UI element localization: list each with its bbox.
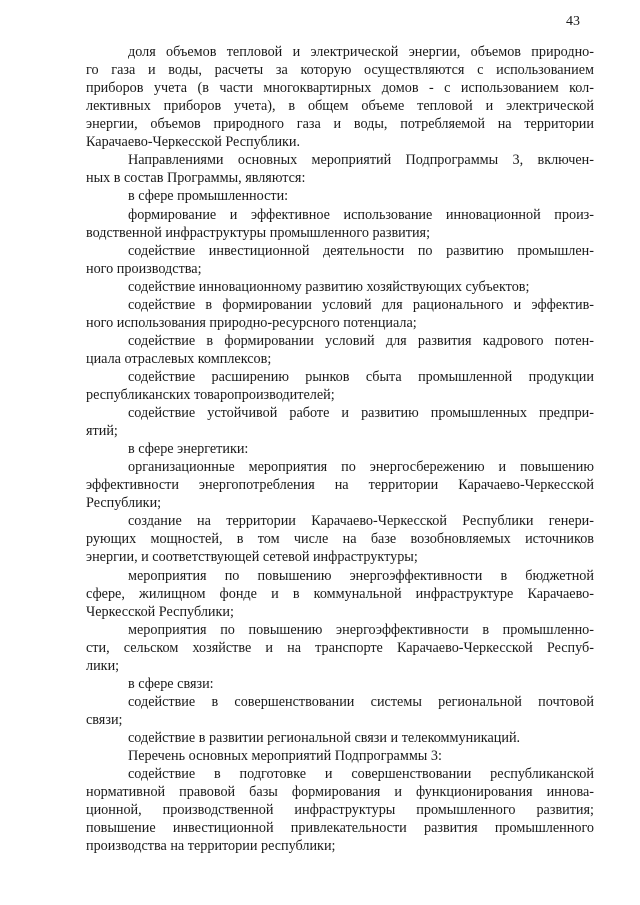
text-line: Карачаево-Черкесской Республики. xyxy=(86,134,301,151)
text-line: содействие в совершенствовании системы региональной почтовой xyxy=(128,693,594,710)
text-line: сти, сельском хозяйстве и на транспорте Карачаево-Черкесской Респуб- xyxy=(86,639,594,656)
text-line: мероприятия по повышению энергоэффективности в промышленно- xyxy=(128,621,594,638)
text-line: повышение инвестиционной привлекательности развития промышленного xyxy=(86,820,594,837)
text-line: энергии, и соответствующей сетевой инфраструктуры; xyxy=(86,549,418,566)
text-line: создание на территории Карачаево-Черкесской Республики генери- xyxy=(128,513,594,530)
text-line: лективных приборов учета), в общем объеме тепловой и электрической xyxy=(86,98,594,115)
text-line: республиканских товаропроизводителей; xyxy=(86,386,335,403)
text-line: связи; xyxy=(86,711,123,728)
text-line: Черкесской Республики; xyxy=(86,603,234,620)
page-number: 43 xyxy=(566,14,580,29)
text-line: рующих мощностей, в том числе на базе возобновляемых источников xyxy=(86,531,594,548)
text-line: организационные мероприятия по энергосбережению и повышению xyxy=(128,459,594,476)
text-line: в сфере энергетики: xyxy=(128,441,249,458)
text-line: формирование и эффективное использование инновационной произ- xyxy=(128,206,594,223)
text-line: содействие в формировании условий для рационального и эффектив- xyxy=(128,296,594,313)
text-line: циала отраслевых комплексов; xyxy=(86,350,272,367)
text-line: содействие в подготовке и совершенствовании республиканской xyxy=(128,766,594,782)
text-line: эффективности энергопотребления на территории Карачаево-Черкесской xyxy=(86,477,594,494)
text-line: приборов учета (в части многоквартирных домов - с использованием кол- xyxy=(86,80,594,97)
text-line: энергии, объемов природного газа и воды, потребляемой на территории xyxy=(86,116,594,133)
text-line: Республики; xyxy=(86,495,162,512)
text-line: производства на территории республики; xyxy=(86,838,336,855)
text-line: содействие в развитии региональной связи и телекоммуникаций. xyxy=(128,729,521,746)
text-line: ных в состав Программы, являются: xyxy=(86,170,306,187)
text-line: содействие инвестиционной деятельности по развитию промышлен- xyxy=(128,242,594,259)
text-line: ного использования природно-ресурсного потенциала; xyxy=(86,314,417,331)
text-line: водственной инфраструктуры промышленного развития; xyxy=(86,224,431,241)
text-line: содействие устойчивой работе и развитию промышленных предпри- xyxy=(128,405,594,421)
text-line: Направлениями основных мероприятий Подпрограммы 3, включен- xyxy=(128,152,594,169)
text-line: Перечень основных мероприятий Подпрограммы 3: xyxy=(128,748,442,764)
text-line: содействие инновационному развитию хозяйствующих субъектов; xyxy=(128,278,530,295)
text-line: содействие в формировании условий для развития кадрового потен- xyxy=(128,332,594,349)
text-line: нормативной правовой базы формирования и функционирования иннова- xyxy=(86,784,594,801)
text-line: сфере, жилищном фонде и в коммунальной инфраструктуре Карачаево- xyxy=(86,585,594,602)
text-line: доля объемов тепловой и электрической энергии, объемов природно- xyxy=(128,44,594,60)
text-line: ционной, производственной инфраструктуры промышленного развития; xyxy=(86,802,594,819)
text-line: в сфере промышленности: xyxy=(128,188,289,205)
text-line: в сфере связи: xyxy=(128,675,214,692)
text-line: ного производства; xyxy=(86,260,202,277)
text-line: мероприятия по повышению энергоэффективности в бюджетной xyxy=(128,567,594,584)
text-line: го газа и воды, расчеты за которую осуществляются с использованием xyxy=(86,62,594,78)
text-line: ятий; xyxy=(86,423,118,440)
text-line: лики; xyxy=(86,657,120,674)
text-line: содействие расширению рынков сбыта промышленной продукции xyxy=(128,368,594,385)
